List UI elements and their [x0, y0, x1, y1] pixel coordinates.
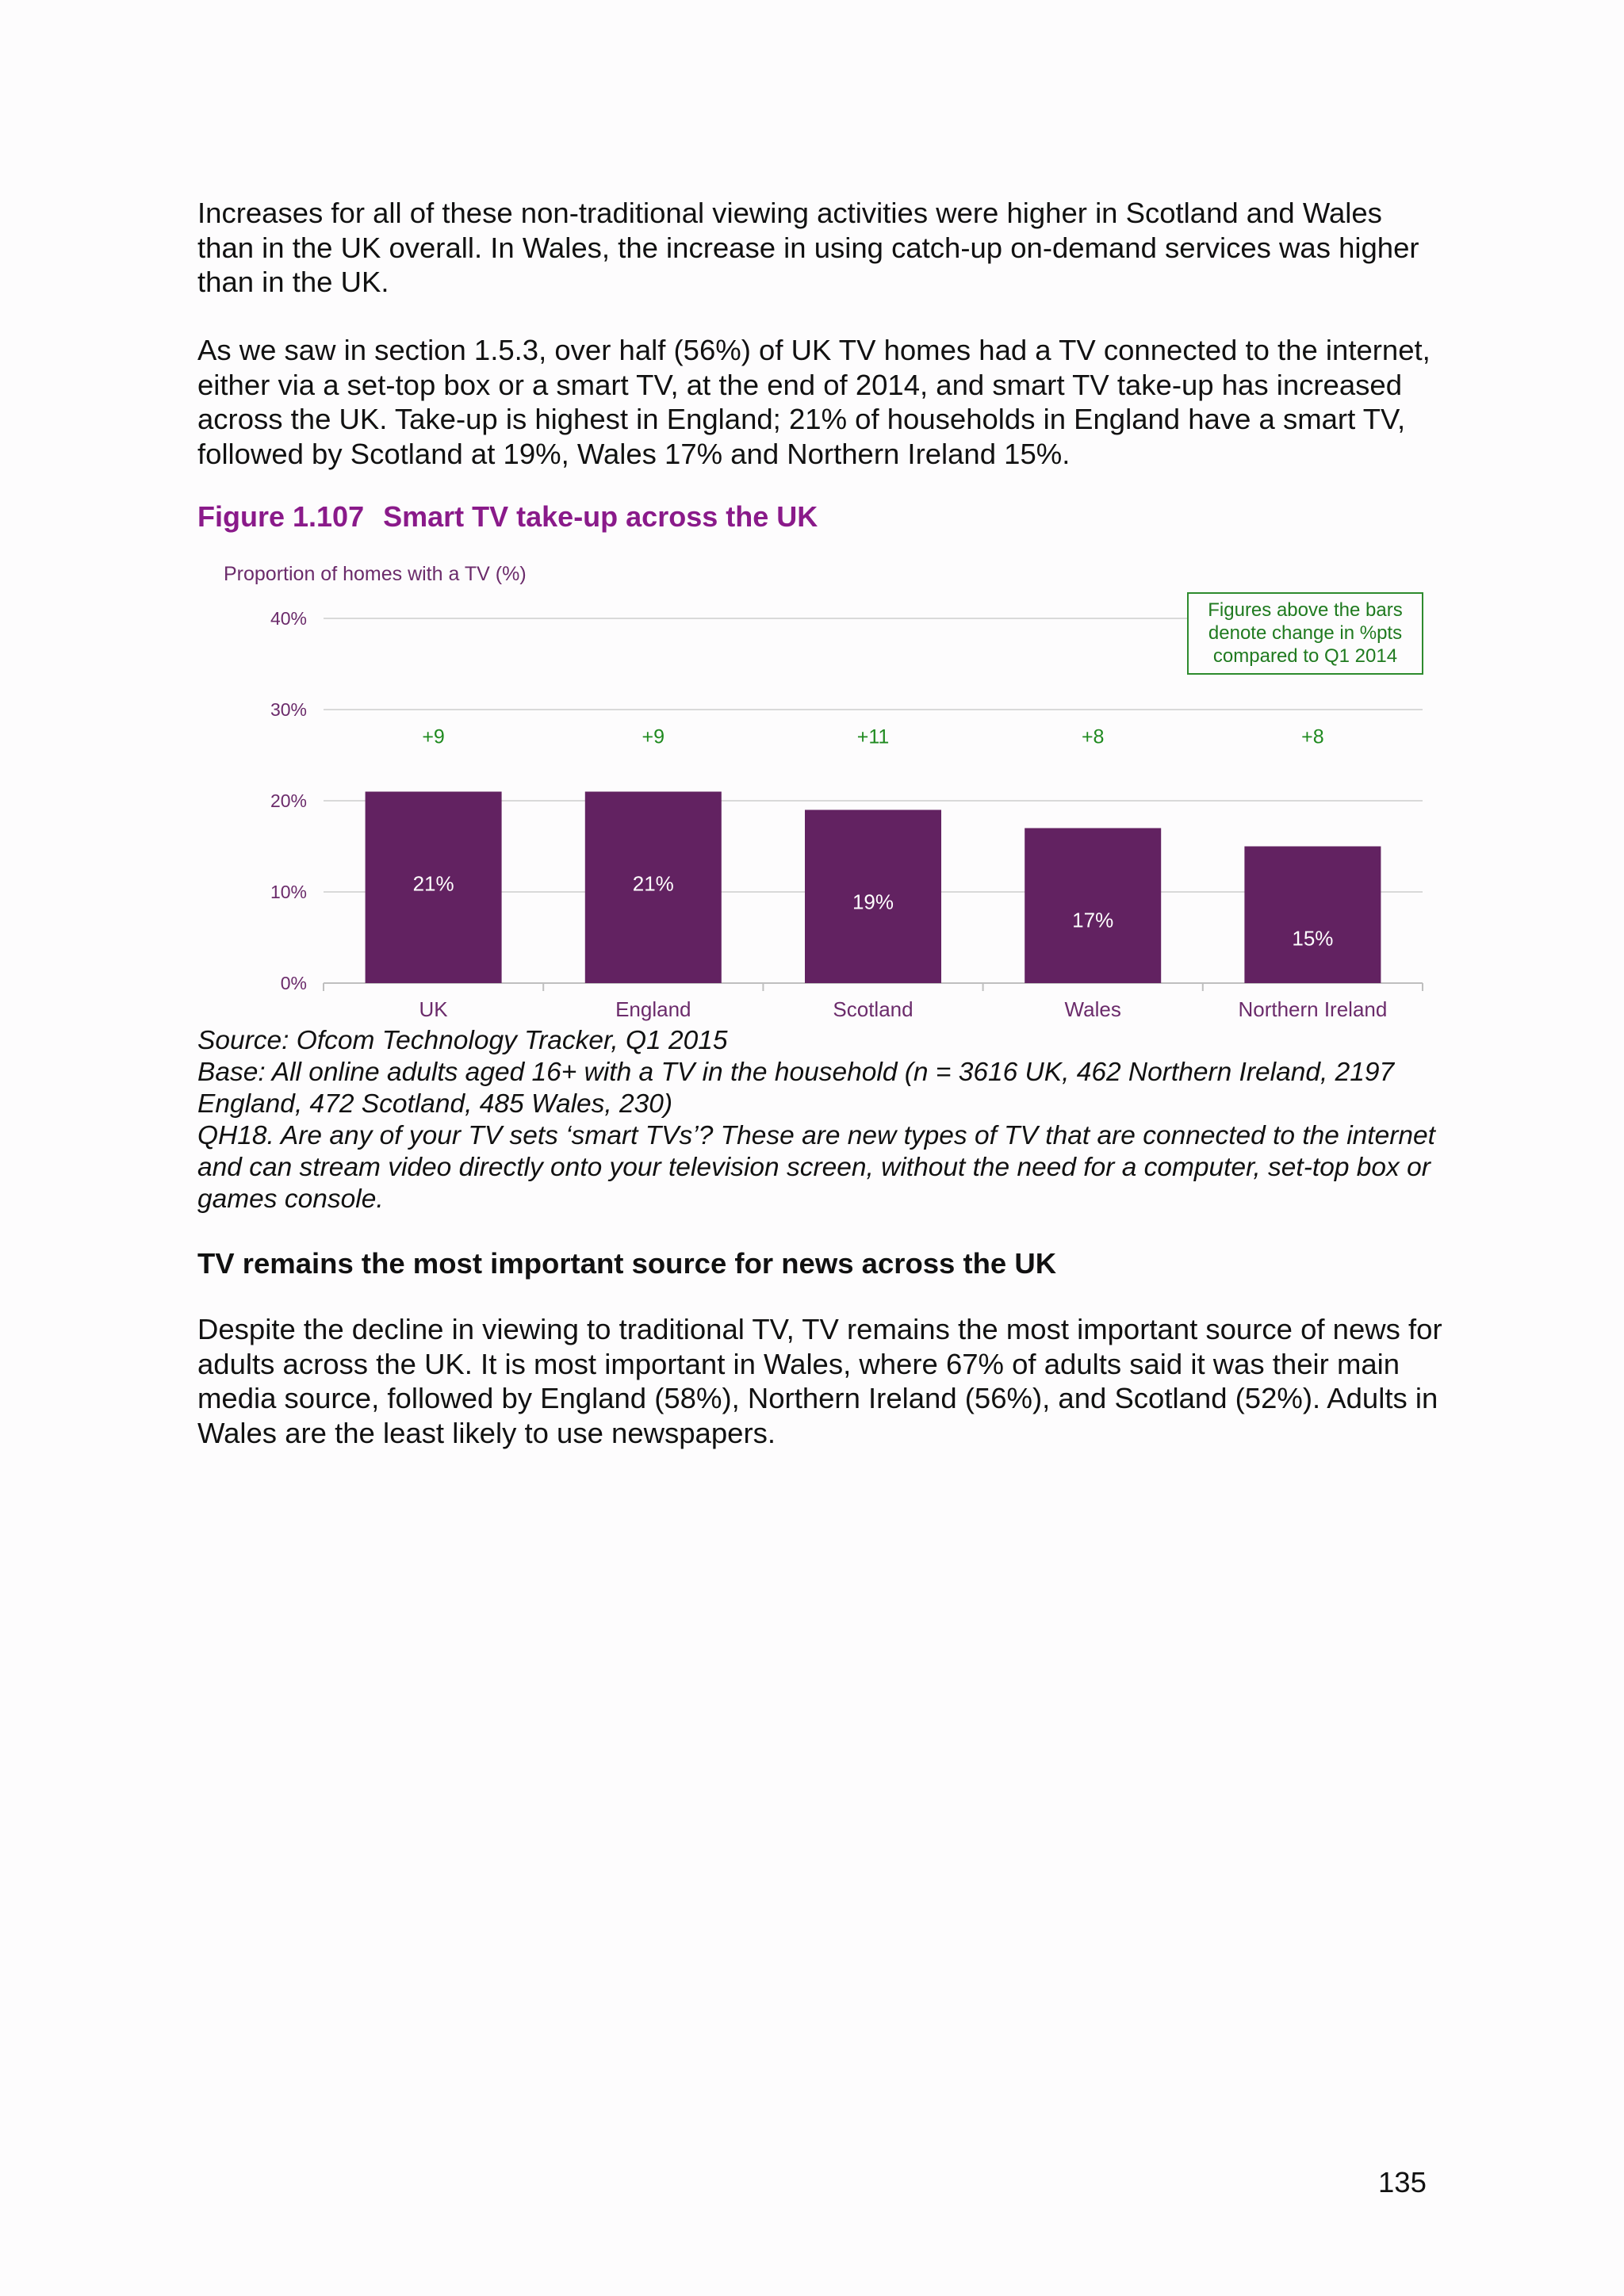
- question-line: QH18. Are any of your TV sets ‘smart TVs’? These are new types of TV that are connected to the internet and can stream video directly onto your television screen, without the need for a computer, set-top box or games console.: [197, 1121, 1435, 1214]
- bar-value-label: 15%: [1292, 926, 1334, 951]
- section-heading: TV remains the most important source for news across the UK: [197, 1247, 1057, 1280]
- x-category-label: Scotland: [833, 997, 914, 1021]
- figure-number: Figure 1.107: [197, 500, 365, 533]
- y-axis-title: Proportion of homes with a TV (%): [224, 563, 527, 585]
- figure-source: [197, 1025, 1450, 1215]
- change-label: +8: [1301, 725, 1324, 748]
- y-tick-label: 20%: [270, 790, 307, 811]
- change-label: +11: [856, 725, 890, 748]
- y-tick-label: 0%: [280, 973, 307, 993]
- bar-value-label: 21%: [412, 871, 454, 896]
- source-line: Source: Ofcom Technology Tracker, Q1 2015: [197, 1026, 728, 1055]
- y-tick-label: 30%: [270, 699, 307, 720]
- bar-value-label: 19%: [852, 890, 894, 914]
- smart-tv-paragraph: As we saw in section 1.5.3, over half (56%) of UK TV homes had a TV connected to the internet, either via a set-top box or a smart TV, at the end of 2014, and smart TV take-up has increased across the UK. Take-up is highest in England; 21% of households in England have a smart TV, followed by Scotland at 19%, Wales 17% and Northern Ireland 15%.: [197, 334, 1431, 470]
- figure-caption: Smart TV take-up across the UK: [383, 500, 818, 533]
- smart-tv-chart: [200, 539, 1446, 1031]
- base-line: Base: All online adults aged 16+ with a TV in the household (n = 3616 UK, 462 Northern Ireland, 2197 England, 472 Scotland, 485 Wales, 230): [197, 1058, 1395, 1119]
- bar-value-label: 21%: [632, 871, 674, 896]
- news-paragraph: Despite the decline in viewing to traditional TV, TV remains the most important source of news for adults across the UK. It is most important in Wales, where 67% of adults said it was their main media source, followed by England (58%), Northern Ireland (56%), and Scotland (52%). Adults in Wales are the least likely to use newspapers.: [197, 1313, 1442, 1449]
- x-category-label: UK: [419, 997, 448, 1021]
- change-label: +9: [642, 725, 665, 748]
- bar: [1025, 828, 1161, 984]
- y-tick-label: 40%: [270, 608, 307, 629]
- y-tick-label: 10%: [270, 882, 307, 902]
- bar: [1244, 847, 1381, 984]
- bar-value-label: 17%: [1072, 908, 1114, 932]
- figure-title: [197, 500, 818, 534]
- intro-paragraph: Increases for all of these non-traditional viewing activities were higher in Scotland and Wales than in the UK overall. In Wales, the increase in using catch-up on-demand services was higher than in the UK.: [197, 197, 1419, 298]
- chart-legend-note: Figures above the bars denote change in %pts compared to Q1 2014: [1187, 592, 1423, 675]
- x-category-label: England: [615, 997, 691, 1021]
- change-label: +8: [1081, 725, 1105, 748]
- page-number: 135: [1378, 2166, 1427, 2198]
- change-label: +9: [422, 725, 445, 748]
- x-category-label: Wales: [1064, 997, 1121, 1021]
- x-category-label: Northern Ireland: [1238, 997, 1388, 1021]
